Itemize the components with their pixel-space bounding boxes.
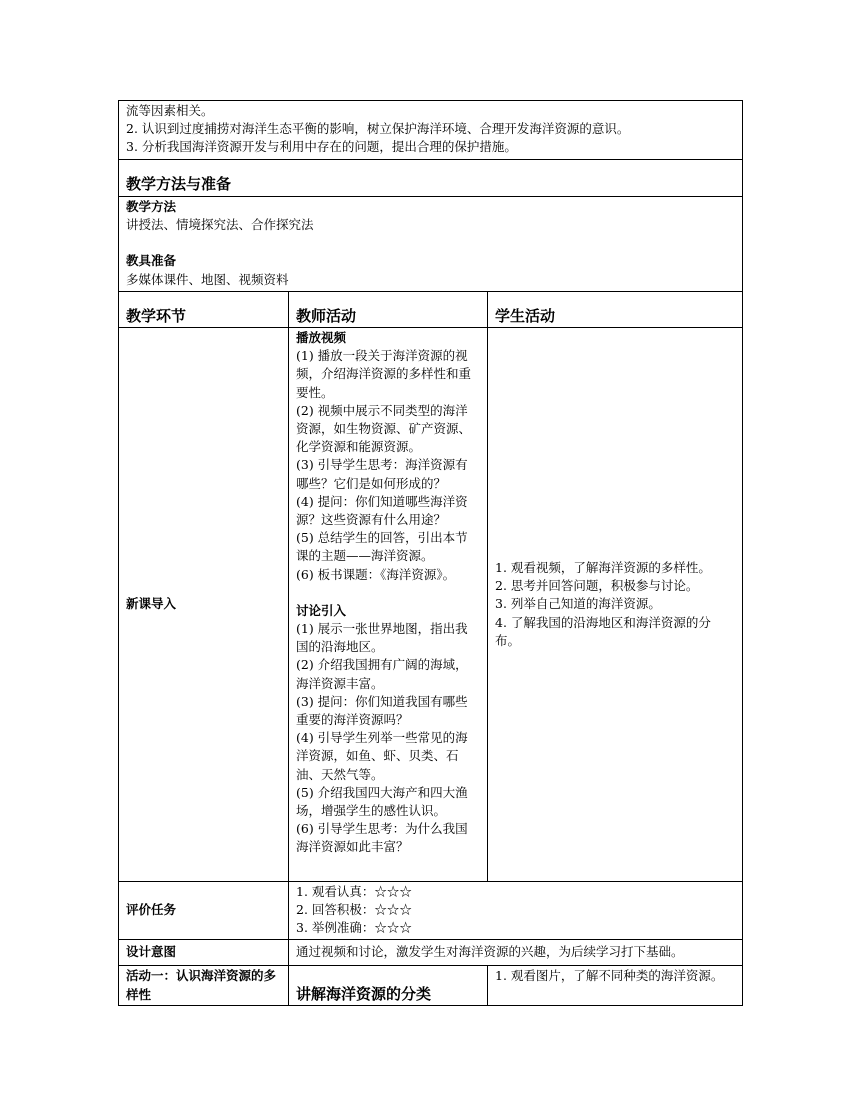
discussion-heading: 讨论引入 [296, 602, 347, 618]
intro-teacher-cell [289, 328, 488, 882]
method-heading: 教学方法 [126, 199, 177, 214]
discussion-item: (3) 提问：你们知道我国有哪些重要的海洋资源吗？ [296, 693, 468, 728]
method-text: 讲授法、情境探究法、合作探究法 [126, 217, 314, 233]
design-row [119, 940, 743, 966]
student-item: 1. 观看视频，了解海洋资源的多样性。 [495, 559, 711, 575]
student-item: 3. 列举自己知道的海洋资源。 [495, 596, 661, 612]
objective-line: 2. 认识到过度捕捞对海洋生态平衡的影响，树立保护海洋环境、合理开发海洋资源的意识。 [126, 121, 630, 137]
video-item: (6) 板书课题：《海洋资源》。 [296, 566, 456, 582]
video-heading: 播放视频 [296, 330, 347, 345]
activity1-row [119, 966, 743, 1006]
objective-line: 3. 分析我国海洋资源开发与利用中存在的问题，提出合理的保护措施。 [126, 139, 517, 155]
video-item: (3) 引导学生思考：海洋资源有哪些？它们是如何形成的？ [296, 457, 468, 491]
activity1-teacher: 讲解海洋资源的分类 [289, 966, 488, 1006]
video-item: (4) 提问：你们知道哪些海洋资源？这些资源有什么用途？ [296, 493, 468, 528]
discussion-item: (6) 引导学生思考：为什么我国海洋资源如此丰富？ [296, 821, 468, 855]
intro-student-cell [488, 328, 743, 882]
header-student: 学生活动 [488, 292, 743, 328]
design-label: 设计意图 [119, 940, 289, 966]
methods-title-row [119, 160, 743, 197]
evaluation-label: 评价任务 [119, 882, 289, 940]
discussion-item: (2) 介绍我国拥有广阔的海域，海洋资源丰富。 [296, 657, 468, 691]
design-text: 通过视频和讨论，激发学生对海洋资源的兴趣，为后续学习打下基础。 [289, 940, 743, 966]
evaluation-row [119, 882, 743, 940]
header-teacher: 教师活动 [289, 292, 488, 328]
header-row [119, 292, 743, 328]
tools-heading: 教具准备 [126, 253, 177, 269]
objectives-row [119, 101, 743, 160]
video-item: (5) 总结学生的回答，引出本节课的主题——海洋资源。 [296, 530, 468, 564]
intro-row [119, 328, 743, 882]
evaluation-item: 3. 举例准确：☆☆☆ [296, 920, 412, 936]
methods-cell [119, 197, 743, 292]
student-item: 2. 思考并回答问题，积极参与讨论。 [495, 578, 699, 594]
evaluation-item: 1. 观看认真：☆☆☆ [296, 884, 412, 899]
header-stage: 教学环节 [119, 292, 289, 328]
evaluation-item: 2. 回答积极：☆☆☆ [296, 902, 412, 918]
tools-text: 多媒体课件、地图、视频资料 [126, 271, 289, 287]
lesson-plan-table [118, 100, 743, 1006]
intro-stage: 新课导入 [119, 328, 289, 882]
video-item: (2) 视频中展示不同类型的海洋资源，如生物资源、矿产资源、化学资源和能源资源。 [296, 402, 472, 455]
section-title: 教学方法与准备 [119, 160, 743, 197]
activity1-label: 活动一：认识海洋资源的多样性 [119, 966, 289, 1006]
methods-row [119, 197, 743, 292]
discussion-item: (5) 介绍我国四大海产和四大渔场，增强学生的感性认识。 [296, 784, 468, 819]
objective-line: 流等因素相关。 [126, 103, 214, 118]
discussion-item: (4) 引导学生列举一些常见的海洋资源，如鱼、虾、贝类、石油、天然气等。 [296, 730, 468, 782]
objectives-cell [119, 101, 743, 160]
evaluation-cell [289, 882, 743, 940]
discussion-item: (1) 展示一张世界地图，指出我国的沿海地区。 [296, 621, 468, 655]
video-item: (1) 播放一段关于海洋资源的视频，介绍海洋资源的多样性和重要性。 [296, 348, 472, 400]
activity1-student: 1. 观看图片，了解不同种类的海洋资源。 [488, 966, 743, 1006]
student-item: 4. 了解我国的沿海地区和海洋资源的分布。 [495, 614, 711, 648]
